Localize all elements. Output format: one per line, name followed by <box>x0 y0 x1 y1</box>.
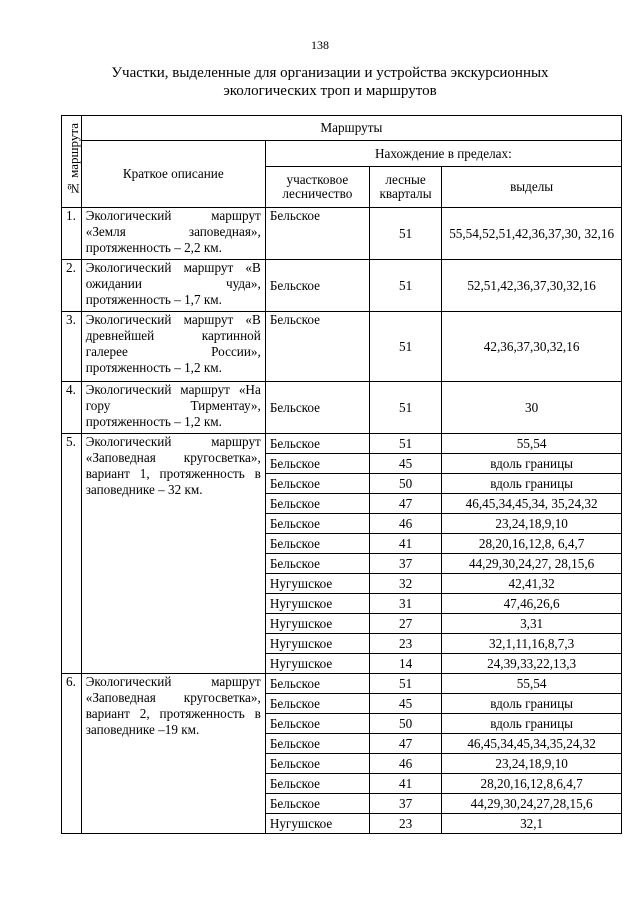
route-number-header-label: № маршрута <box>66 122 81 197</box>
forestry-cell: Бельское <box>265 794 369 814</box>
plots-cell: 55,54 <box>442 434 622 454</box>
table-row <box>62 674 622 694</box>
plots-cell: 42,41,32 <box>442 574 622 594</box>
quarters-cell: 45 <box>369 694 441 714</box>
forestry-cell: Нугушское <box>265 814 369 834</box>
plots-cell: 55,54 <box>442 674 622 694</box>
quarters-cell: 14 <box>369 654 441 674</box>
quarters-header: лесные кварталы <box>369 167 441 208</box>
forestry-cell: Нугушское <box>265 634 369 654</box>
quarters-cell: 51 <box>369 382 441 434</box>
quarters-cell: 51 <box>369 208 441 260</box>
forestry-cell: Бельское <box>265 382 369 434</box>
forestry-cell: Бельское <box>265 208 369 260</box>
document-title <box>80 64 580 100</box>
forestry-cell: Бельское <box>265 260 369 312</box>
forestry-cell: Бельское <box>265 674 369 694</box>
forestry-cell: Бельское <box>265 494 369 514</box>
quarters-cell: 31 <box>369 594 441 614</box>
plots-cell: 23,24,18,9,10 <box>442 514 622 534</box>
plots-cell: 32,1 <box>442 814 622 834</box>
table-row <box>62 382 622 434</box>
forestry-cell: Бельское <box>265 754 369 774</box>
routes-table <box>61 115 622 834</box>
plots-cell: 28,20,16,12,8, 6,4,7 <box>442 534 622 554</box>
quarters-cell: 45 <box>369 454 441 474</box>
forestry-cell: Бельское <box>265 434 369 454</box>
forestry-cell: Бельское <box>265 312 369 382</box>
quarters-cell: 37 <box>369 554 441 574</box>
plots-cell: вдоль границы <box>442 474 622 494</box>
route-description: Экологический маршрут «Заповедная кругосветка», вариант 1, протяженность в заповеднике – 32 км. <box>81 434 265 674</box>
forestry-cell: Бельское <box>265 554 369 574</box>
quarters-cell: 50 <box>369 474 441 494</box>
plots-cell: 24,39,33,22,13,3 <box>442 654 622 674</box>
plots-cell: 30 <box>442 382 622 434</box>
route-description: Экологический маршрут «На гору Тирментау», протяженность – 1,2 км. <box>81 382 265 434</box>
forestry-cell: Бельское <box>265 514 369 534</box>
table-row <box>62 312 622 382</box>
plots-cell: вдоль границы <box>442 694 622 714</box>
plots-cell: 3,31 <box>442 614 622 634</box>
quarters-cell: 47 <box>369 734 441 754</box>
forestry-cell: Бельское <box>265 714 369 734</box>
quarters-cell: 37 <box>369 794 441 814</box>
title-line-1: Участки, выделенные для организации и устройства экскурсионных <box>111 65 549 81</box>
routes-header: Маршруты <box>81 116 621 141</box>
forestry-cell: Бельское <box>265 454 369 474</box>
quarters-cell: 51 <box>369 260 441 312</box>
forestry-cell: Бельское <box>265 774 369 794</box>
route-number: 6. <box>62 674 82 834</box>
quarters-cell: 41 <box>369 534 441 554</box>
route-description: Экологический маршрут «В древнейшей картинной галерее России», протяженность – 1,2 км. <box>81 312 265 382</box>
quarters-cell: 47 <box>369 494 441 514</box>
plots-cell: 47,46,26,6 <box>442 594 622 614</box>
route-description: Экологический маршрут «Заповедная кругосветка», вариант 2, протяженность в заповеднике –19 км. <box>81 674 265 834</box>
route-number: 4. <box>62 382 82 434</box>
plots-cell: 42,36,37,30,32,16 <box>442 312 622 382</box>
plots-cell: 44,29,30,24,27, 28,15,6 <box>442 554 622 574</box>
title-line-2: экологических троп и маршрутов <box>223 83 437 99</box>
quarters-cell: 46 <box>369 754 441 774</box>
quarters-cell: 51 <box>369 674 441 694</box>
quarters-cell: 41 <box>369 774 441 794</box>
plots-cell: 23,24,18,9,10 <box>442 754 622 774</box>
quarters-cell: 50 <box>369 714 441 734</box>
forestry-cell: Нугушское <box>265 594 369 614</box>
quarters-cell: 32 <box>369 574 441 594</box>
quarters-cell: 51 <box>369 434 441 454</box>
table-body <box>62 208 622 834</box>
quarters-cell: 51 <box>369 312 441 382</box>
quarters-cell: 27 <box>369 614 441 634</box>
forestry-cell: Бельское <box>265 534 369 554</box>
forestry-cell: Бельское <box>265 734 369 754</box>
table-header <box>62 116 622 208</box>
forestry-cell: Бельское <box>265 694 369 714</box>
quarters-cell: 23 <box>369 814 441 834</box>
description-header: Краткое описание <box>81 141 265 208</box>
plots-cell: 46,45,34,45,34, 35,24,32 <box>442 494 622 514</box>
location-header: Нахождение в пределах: <box>265 141 621 167</box>
plots-cell: 28,20,16,12,8,6,4,7 <box>442 774 622 794</box>
plots-cell: 44,29,30,24,27,28,15,6 <box>442 794 622 814</box>
quarters-cell: 46 <box>369 514 441 534</box>
route-number: 5. <box>62 434 82 674</box>
route-number: 1. <box>62 208 82 260</box>
forestry-cell: Нугушское <box>265 614 369 634</box>
route-number: 3. <box>62 312 82 382</box>
route-number: 2. <box>62 260 82 312</box>
quarters-cell: 23 <box>369 634 441 654</box>
plots-cell: 32,1,11,16,8,7,3 <box>442 634 622 654</box>
page-number: 138 <box>311 38 329 52</box>
plots-cell: 52,51,42,36,37,30,32,16 <box>442 260 622 312</box>
forestry-header: участковое лесничество <box>265 167 369 208</box>
forestry-cell: Бельское <box>265 474 369 494</box>
plots-cell: 46,45,34,45,34,35,24,32 <box>442 734 622 754</box>
route-number-header <box>62 116 82 208</box>
plots-cell: 55,54,52,51,42,36,37,30, 32,16 <box>442 208 622 260</box>
forestry-cell: Нугушское <box>265 574 369 594</box>
table-row <box>62 434 622 454</box>
route-description: Экологический маршрут «В ожидании чуда», протяженность – 1,7 км. <box>81 260 265 312</box>
plots-header: выделы <box>442 167 622 208</box>
plots-cell: вдоль границы <box>442 454 622 474</box>
route-description: Экологический маршрут «Земля заповедная», протяженность – 2,2 км. <box>81 208 265 260</box>
table-row <box>62 260 622 312</box>
forestry-cell: Нугушское <box>265 654 369 674</box>
plots-cell: вдоль границы <box>442 714 622 734</box>
table-row <box>62 208 622 260</box>
